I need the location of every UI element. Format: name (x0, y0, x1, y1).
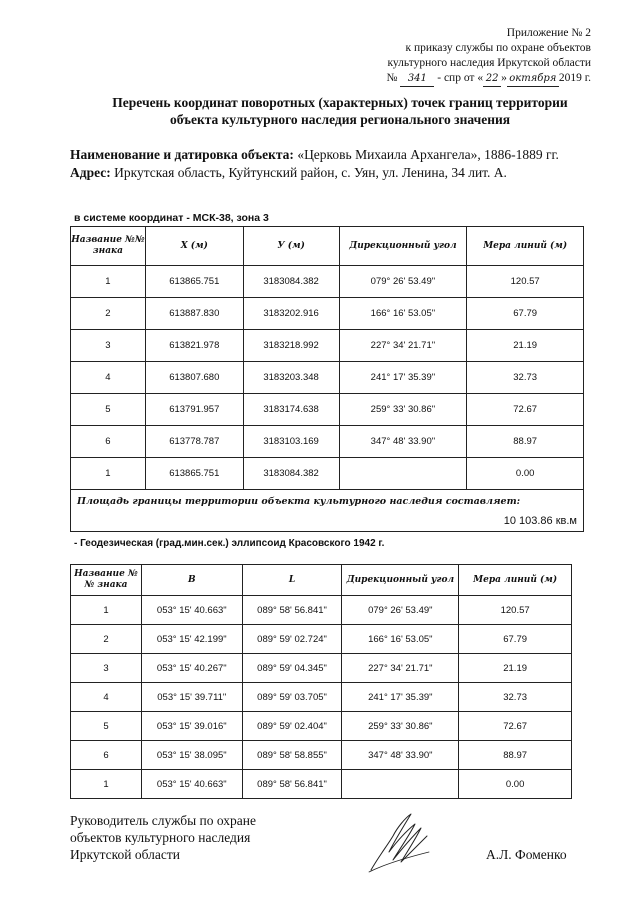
table-row (71, 625, 572, 654)
object-address-label: Адрес: (70, 165, 111, 180)
cell-length: 120.57 (459, 596, 572, 625)
cell-angle: 166° 16' 53.05" (342, 625, 459, 654)
cell-l: 089° 59' 02.404" (242, 712, 342, 741)
cell-b: 053° 15' 39.711" (141, 683, 242, 712)
object-address-row (70, 164, 582, 181)
area-label: Площадь границы территории объекта культурного наследия составляет: (77, 496, 521, 507)
cell-y: 3183174.638 (243, 394, 339, 426)
order-year: 2019 г. (558, 72, 591, 84)
table-row (71, 654, 572, 683)
signatory-line-2: объектов культурного наследия (70, 830, 251, 845)
cell-angle: 079° 26' 53.49" (339, 266, 467, 298)
title-line-1: Перечень координат поворотных (характерных) точек границ территории (112, 95, 568, 110)
col-header-l: L (242, 565, 342, 596)
handwritten-signature (365, 806, 435, 876)
area-row (71, 490, 584, 532)
table-row (71, 298, 584, 330)
object-name-value: «Церковь Михаила Архангела», 1886-1889 гг. (297, 147, 559, 162)
cell-point: 3 (71, 330, 146, 362)
cell-l: 089° 59' 02.724" (242, 625, 342, 654)
cell-point: 1 (71, 770, 142, 799)
cell-point: 6 (71, 741, 142, 770)
cell-b: 053° 15' 39.016" (141, 712, 242, 741)
cell-point: 4 (71, 362, 146, 394)
order-number-mid: - спр от « (437, 72, 484, 84)
table-row (71, 362, 584, 394)
cell-b: 053° 15' 38.095" (141, 741, 242, 770)
cell-angle: 079° 26' 53.49" (342, 596, 459, 625)
cell-l: 089° 58' 56.841" (242, 596, 342, 625)
cell-length: 0.00 (459, 770, 572, 799)
cell-angle (342, 770, 459, 799)
cell-length: 32.73 (467, 362, 584, 394)
cell-angle: 259° 33' 30.86" (339, 394, 467, 426)
order-day-close: » (501, 72, 507, 84)
title-line-2: объекта культурного наследия регионального значения (169, 112, 511, 127)
cell-length: 88.97 (467, 426, 584, 458)
cell-point: 5 (71, 394, 146, 426)
cell-x: 613865.751 (145, 266, 243, 298)
cell-length: 67.79 (459, 625, 572, 654)
coordinates-table-geodetic (70, 564, 572, 799)
cell-length: 21.19 (467, 330, 584, 362)
cell-length: 0.00 (467, 458, 584, 490)
cell-length: 72.67 (467, 394, 584, 426)
table-row (71, 330, 584, 362)
appendix-line-2: к приказу службы по охране объектов (405, 42, 591, 54)
cell-point: 4 (71, 683, 142, 712)
object-name-row (70, 146, 582, 163)
object-name-label: Наименование и датировка объекта: (70, 147, 294, 162)
table-row (71, 770, 572, 799)
cell-b: 053° 15' 40.663" (141, 770, 242, 799)
order-number-prefix: № (386, 72, 398, 84)
cell-b: 053° 15' 40.267" (141, 654, 242, 683)
cell-point: 1 (71, 266, 146, 298)
table-row (71, 596, 572, 625)
table-row (71, 683, 572, 712)
cell-angle: 241° 17' 35.39" (339, 362, 467, 394)
appendix-line-3: культурного наследия Иркутской области (387, 57, 591, 69)
order-day: 22 (483, 71, 501, 87)
cell-y: 3183084.382 (243, 266, 339, 298)
cell-angle: 259° 33' 30.86" (342, 712, 459, 741)
col-header-b: B (141, 565, 242, 596)
col-header-length: Мера линий (м) (467, 227, 584, 266)
cell-x: 613791.957 (145, 394, 243, 426)
signatory-position (70, 812, 306, 863)
coordinates-table-msk (70, 226, 584, 532)
cell-l: 089° 58' 56.841" (242, 770, 342, 799)
cell-angle: 227° 34' 21.71" (342, 654, 459, 683)
cell-length: 120.57 (467, 266, 584, 298)
table-header-row (71, 227, 584, 266)
table1-system-title: в системе координат - МСК-38, зона 3 (74, 212, 269, 224)
cell-point: 1 (71, 596, 142, 625)
cell-x: 613887.830 (145, 298, 243, 330)
area-value: 10 103.86 кв.м (503, 515, 577, 527)
col-header-y: У (м) (243, 227, 339, 266)
cell-angle: 241° 17' 35.39" (342, 683, 459, 712)
signatory-line-3: Иркутской области (70, 847, 181, 862)
cell-y: 3183203.348 (243, 362, 339, 394)
cell-l: 089° 59' 03.705" (242, 683, 342, 712)
table-header-row (71, 565, 572, 596)
cell-y: 3183103.169 (243, 426, 339, 458)
order-number-line (387, 71, 592, 87)
col-header-point: Название №№ знака (71, 227, 146, 266)
signatory-name: А.Л. Фоменко (486, 847, 567, 862)
cell-angle: 347° 48' 33.90" (342, 741, 459, 770)
table2-system-title: - Геодезическая (град.мин.сек.) эллипсоид Красовского 1942 г. (74, 538, 385, 549)
table-row (71, 426, 584, 458)
cell-length: 72.67 (459, 712, 572, 741)
appendix-header (387, 26, 592, 87)
area-cell (71, 490, 584, 532)
cell-y: 3183202.916 (243, 298, 339, 330)
object-info (70, 146, 582, 181)
cell-length: 32.73 (459, 683, 572, 712)
cell-x: 613778.787 (145, 426, 243, 458)
cell-angle: 227° 34' 21.71" (339, 330, 467, 362)
cell-x: 613865.751 (145, 458, 243, 490)
cell-length: 67.79 (467, 298, 584, 330)
col-header-angle: Дирекционный угол (339, 227, 467, 266)
table-row (71, 741, 572, 770)
cell-y: 3183084.382 (243, 458, 339, 490)
cell-point: 3 (71, 654, 142, 683)
cell-b: 053° 15' 40.663" (141, 596, 242, 625)
cell-l: 089° 59' 04.345" (242, 654, 342, 683)
appendix-line-1: Приложение № 2 (506, 27, 591, 39)
cell-l: 089° 58' 58.855" (242, 741, 342, 770)
cell-x: 613807.680 (145, 362, 243, 394)
cell-point: 2 (71, 298, 146, 330)
cell-angle: 166° 16' 53.05" (339, 298, 467, 330)
object-address-value: Иркутская область, Куйтунский район, с. Уян, ул. Ленина, 34 лит. А. (114, 165, 507, 180)
cell-point: 1 (71, 458, 146, 490)
table-row (71, 394, 584, 426)
signatory-line-1: Руководитель службы по охране (70, 813, 257, 828)
table-row (71, 712, 572, 741)
cell-length: 88.97 (459, 741, 572, 770)
cell-point: 2 (71, 625, 142, 654)
col-header-angle: Дирекционный угол (342, 565, 459, 596)
document-title (60, 94, 620, 128)
col-header-x: X (м) (145, 227, 243, 266)
col-header-point: Название №№ знака (71, 565, 142, 596)
table-row (71, 266, 584, 298)
cell-angle (339, 458, 467, 490)
cell-b: 053° 15' 42.199" (141, 625, 242, 654)
cell-point: 6 (71, 426, 146, 458)
order-month: октября (507, 71, 559, 87)
cell-length: 21.19 (459, 654, 572, 683)
table-row (71, 458, 584, 490)
cell-point: 5 (71, 712, 142, 741)
cell-y: 3183218.992 (243, 330, 339, 362)
cell-x: 613821.978 (145, 330, 243, 362)
cell-angle: 347° 48' 33.90" (339, 426, 467, 458)
order-number-value: 341 (400, 71, 434, 87)
col-header-length: Мера линий (м) (459, 565, 572, 596)
